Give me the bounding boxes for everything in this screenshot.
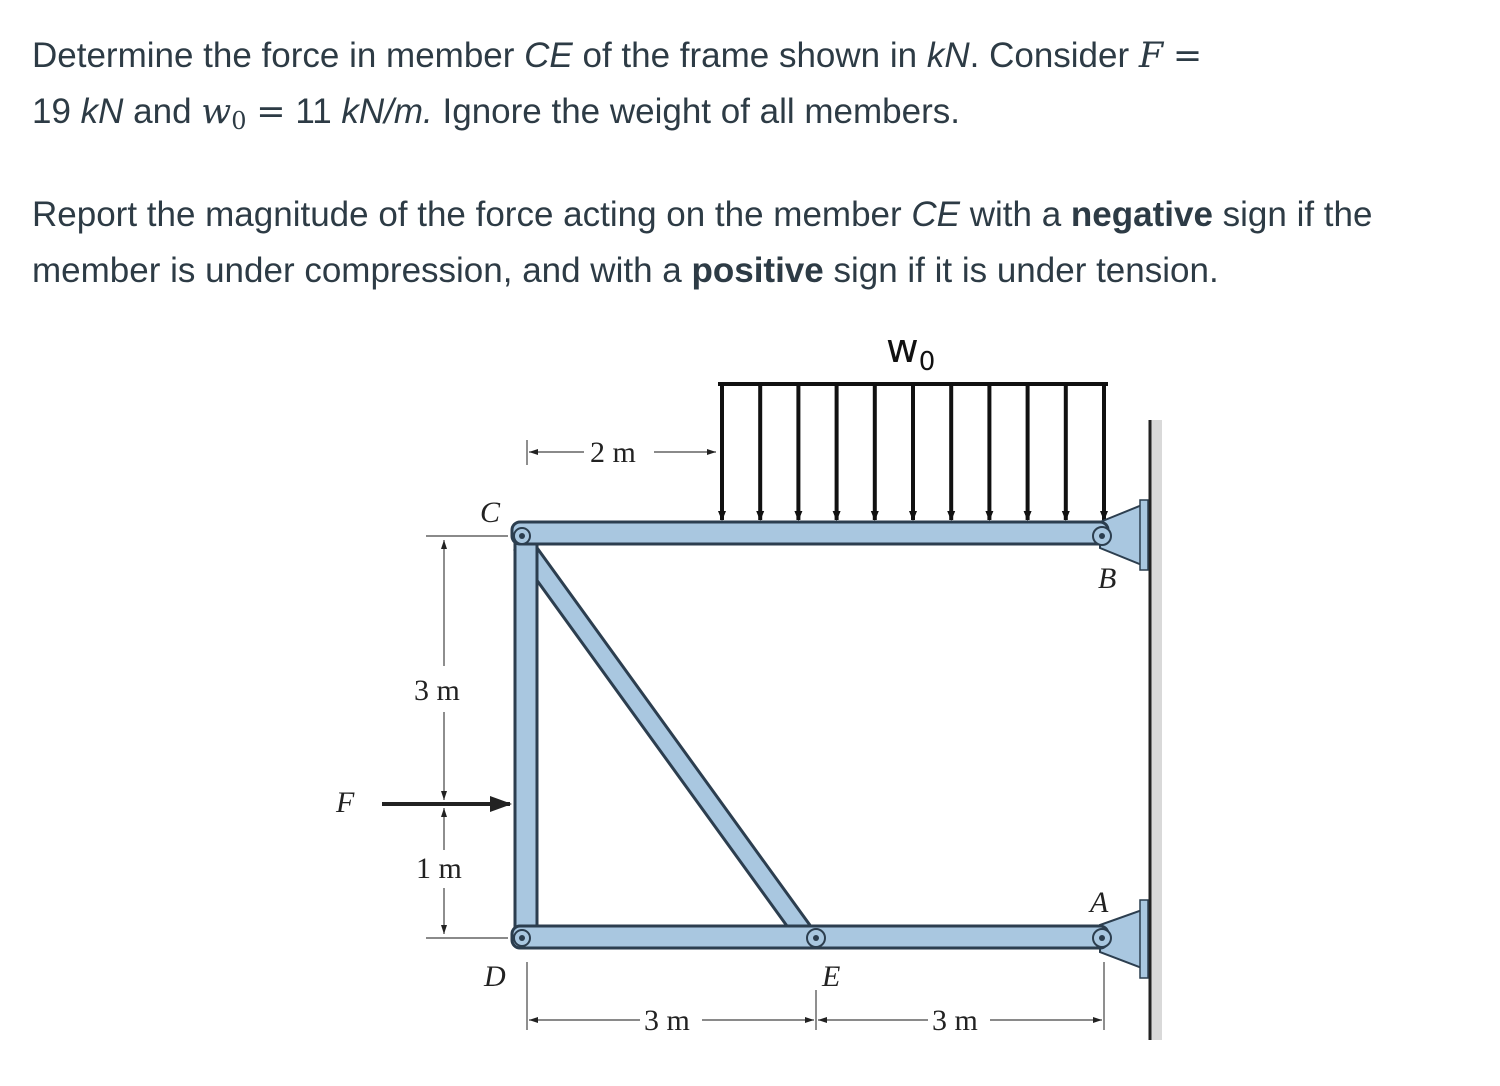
label-d: D [484,960,506,993]
pins [514,527,1111,947]
support-plate-a [1140,900,1148,978]
dim-left [414,536,508,938]
distributed-load [718,326,1108,520]
load-label: $w_0$ [886,326,936,377]
members [512,522,1108,948]
problem-paragraph-1: Determine the force in member CE of the frame shown in kN. Consider F = 19 kN and $w_0 = 11$ kN/m. Ignore the weight of all members. [32,36,1203,135]
dim-left-lower-label: 1 m [416,852,462,885]
dim-bottom [527,962,1104,1037]
dim-top-label: 2 m [590,436,636,469]
load-arrows [722,384,1104,520]
frame-diagram [0,300,1500,1086]
pin-c-center [519,533,525,539]
label-a: A [1090,886,1109,919]
problem-paragraph-2: Report the magnitude of the force acting on the member CE with a negative sign if the member is under compression, and with a positive sign if it is under tension. [32,195,1373,290]
label-b: B [1098,562,1117,595]
label-c: C [480,496,501,529]
support-plate-b [1140,500,1148,570]
problem-statement [32,28,1472,299]
force-f-label: F [336,786,355,819]
member-cd [515,528,537,938]
wall-shadow [1150,420,1162,1040]
dim-bottom-right-label: 3 m [932,1004,978,1037]
force-f [335,786,510,819]
member-ce [515,534,812,944]
pin-e-center [813,935,819,941]
dim-top [527,436,716,469]
label-e: E [822,960,841,993]
pin-b-center [1099,533,1105,539]
member-cb [512,522,1108,544]
dim-bottom-left-label: 3 m [644,1004,690,1037]
dim-left-upper-label: 3 m [414,674,460,707]
pin-d-center [519,935,525,941]
pin-a-center [1099,935,1105,941]
